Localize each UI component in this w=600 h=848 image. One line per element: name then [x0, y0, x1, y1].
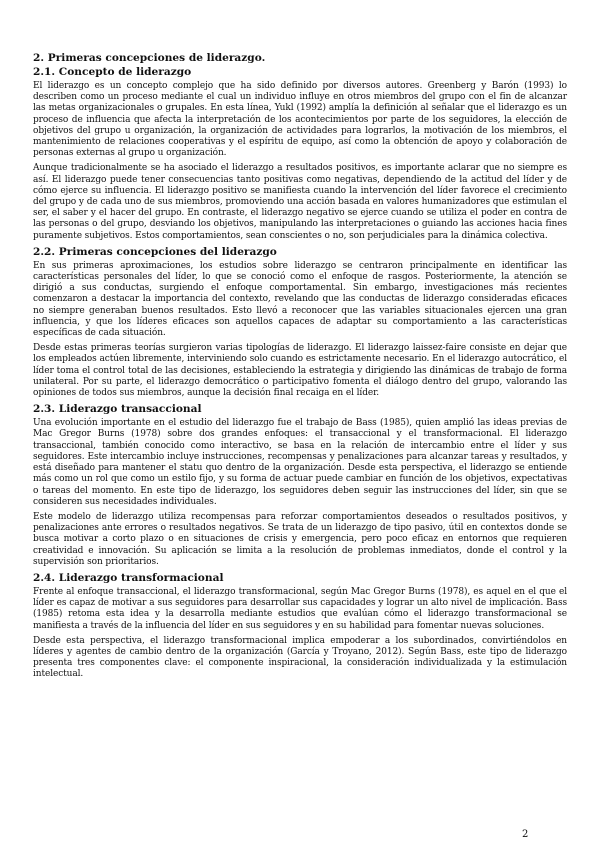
paragraph: Frente al enfoque transaccional, el liderazgo transformacional, según Mac Gregor Burns (1978), es aquel en el que el líder es capaz de motivar a sus seguidores para desarrollar sus capacidades y lograr un alto nivel de implicación. Bass (1985) retoma esta idea y la desarrolla mediante estudios que evalúan cómo el liderazgo transformacional se manifiesta a través de la influencia del líder en sus seguidores y en su habilidad para fomentar nuevas soluciones.: [33, 586, 567, 631]
section-title-primeras-concepciones: 2.2. Primeras concepciones del liderazgo: [33, 245, 277, 258]
paragraph: En sus primeras aproximaciones, los estudios sobre liderazgo se centraron principalmente en identificar las características personales del líder, lo que se conoció como el enfoque de rasgos. Posteriormente, la atención se dirigió a sus conductas, surgiendo el enfoque comportamental. Sin embargo, investigaciones más recientes comenzaron a destacar la importancia del contexto, revelando que las conductas de liderazgo consideradas eficaces no siempre generaban buenos resultados. Esto llevó a reconocer que las variables situacionales ejercen una gran influencia, y que los líderes eficaces son aquellos capaces de adaptar su comportamiento a las características específicas de cada situación.: [33, 260, 567, 339]
paragraph: Desde esta perspectiva, el liderazgo transformacional implica empoderar a los subordinados, convirtiéndolos en líderes y agentes de cambio dentro de la organización (García y Troyano, 2012). Según Bass, este tipo de liderazgo presenta tres componentes clave: el componente inspiracional, la consideración individualizada y la estimulación intelectual.: [33, 635, 567, 680]
paragraph: Desde estas primeras teorías surgieron varias tipologías de liderazgo. El liderazgo laissez-faire consiste en dejar que los empleados actúen libremente, interviniendo solo cuando es estrictamente necesario. En el liderazgo autocrático, el líder toma el control total de las decisiones, estableciendo la estrategia y dirigiendo las dinámicas de trabajo de forma unilateral. Por su parte, el liderazgo democrático o participativo fomenta el diálogo dentro del grupo, valorando las opiniones de todos sus miembros, aunque la decisión final recaiga en el líder.: [33, 343, 567, 399]
paragraph: Este modelo de liderazgo utiliza recompensas para reforzar comportamientos deseados o resultados positivos, y penalizaciones ante errores o resultados negativos. Se trata de un liderazgo de tipo pasivo, útil en contextos donde se busca motivar a corto plazo o en situaciones de crisis y emergencia, pero poco eficaz en entornos que requieren creatividad e innovación. Su aplicación se limita a la resolución de problemas inmediatos, donde el control y la supervisión son prioritarios.: [33, 511, 567, 567]
section-title-transaccional: 2.3. Liderazgo transaccional: [33, 403, 202, 416]
paragraph: Una evolución importante en el estudio del liderazgo fue el trabajo de Bass (1985), quien amplió las ideas previas de Mac Gregor Burns (1978) sobre dos grandes enfoques: el transaccional y el transformacional. El liderazgo transaccional, también conocido como interactivo, se basa en la relación de intercambio entre el líder y sus seguidores. Este intercambio incluye instrucciones, recompensas y penalizaciones para alcanzar tareas y resultados, y está diseñado para mantener el statu quo dentro de la organización. Desde esta perspectiva, el liderazgo se entiende más como un rol que como un estilo fijo, y su forma de actuar puede cambiar en función de los objetivos, expectativas o tareas del momento. En este tipo de liderazgo, los seguidores deben seguir las instrucciones del líder, sin que se consideren sus necesidades individuales.: [33, 418, 567, 507]
paragraph: Aunque tradicionalmente se ha asociado el liderazgo a resultados positivos, es importante aclarar que no siempre es así. El liderazgo puede tener consecuencias tanto positivas como negativas, dependiendo de la actitud del líder y de cómo ejerce su influencia. El liderazgo positivo se manifiesta cuando la intervención del líder favorece el crecimiento del grupo y de cada uno de sus miembros, promoviendo una acción basada en valores humanizadores que estimulan el ser, el saber y el hacer del grupo. En contraste, el liderazgo negativo se ejerce cuando se utiliza el poder en contra de las personas o del grupo, desviando los objetivos, manipulando las interpretaciones o guiando las acciones hacia fines puramente subjetivos. Estos comportamientos, sean conscientes o no, son perjudiciales para la dinámica colectiva.: [33, 163, 567, 241]
paragraph: El liderazgo es un concepto complejo que ha sido definido por diversos autores. Greenberg y Barón (1993) lo describen como un proceso mediante el cual un individuo influye en otros miembros del grupo con el fin de alcanzar las metas organizacionales o grupales. En esta línea, Yukl (1992) amplía la definición al señalar que el liderazgo es un proceso de influencia que afecta la interpretación de los acontecimientos por parte de los seguidores, la elección de objetivos del grupo u organización, la organización de actividades para lograrlos, la motivación de los miembros, el mantenimiento de relaciones cooperativas y el espíritu de equipo, así como la obtención de apoyo y colaboración de personas externas al grupo u organización.: [33, 81, 567, 159]
section-title-transformacional: 2.4. Liderazgo transformacional: [33, 571, 224, 584]
section-title-concepto: 2.1. Concepto de liderazgo: [33, 66, 192, 78]
page-content: [33, 52, 567, 685]
page-number: 2: [522, 829, 529, 840]
chapter-heading: 2. Primeras concepciones de liderazgo.: [33, 52, 266, 64]
